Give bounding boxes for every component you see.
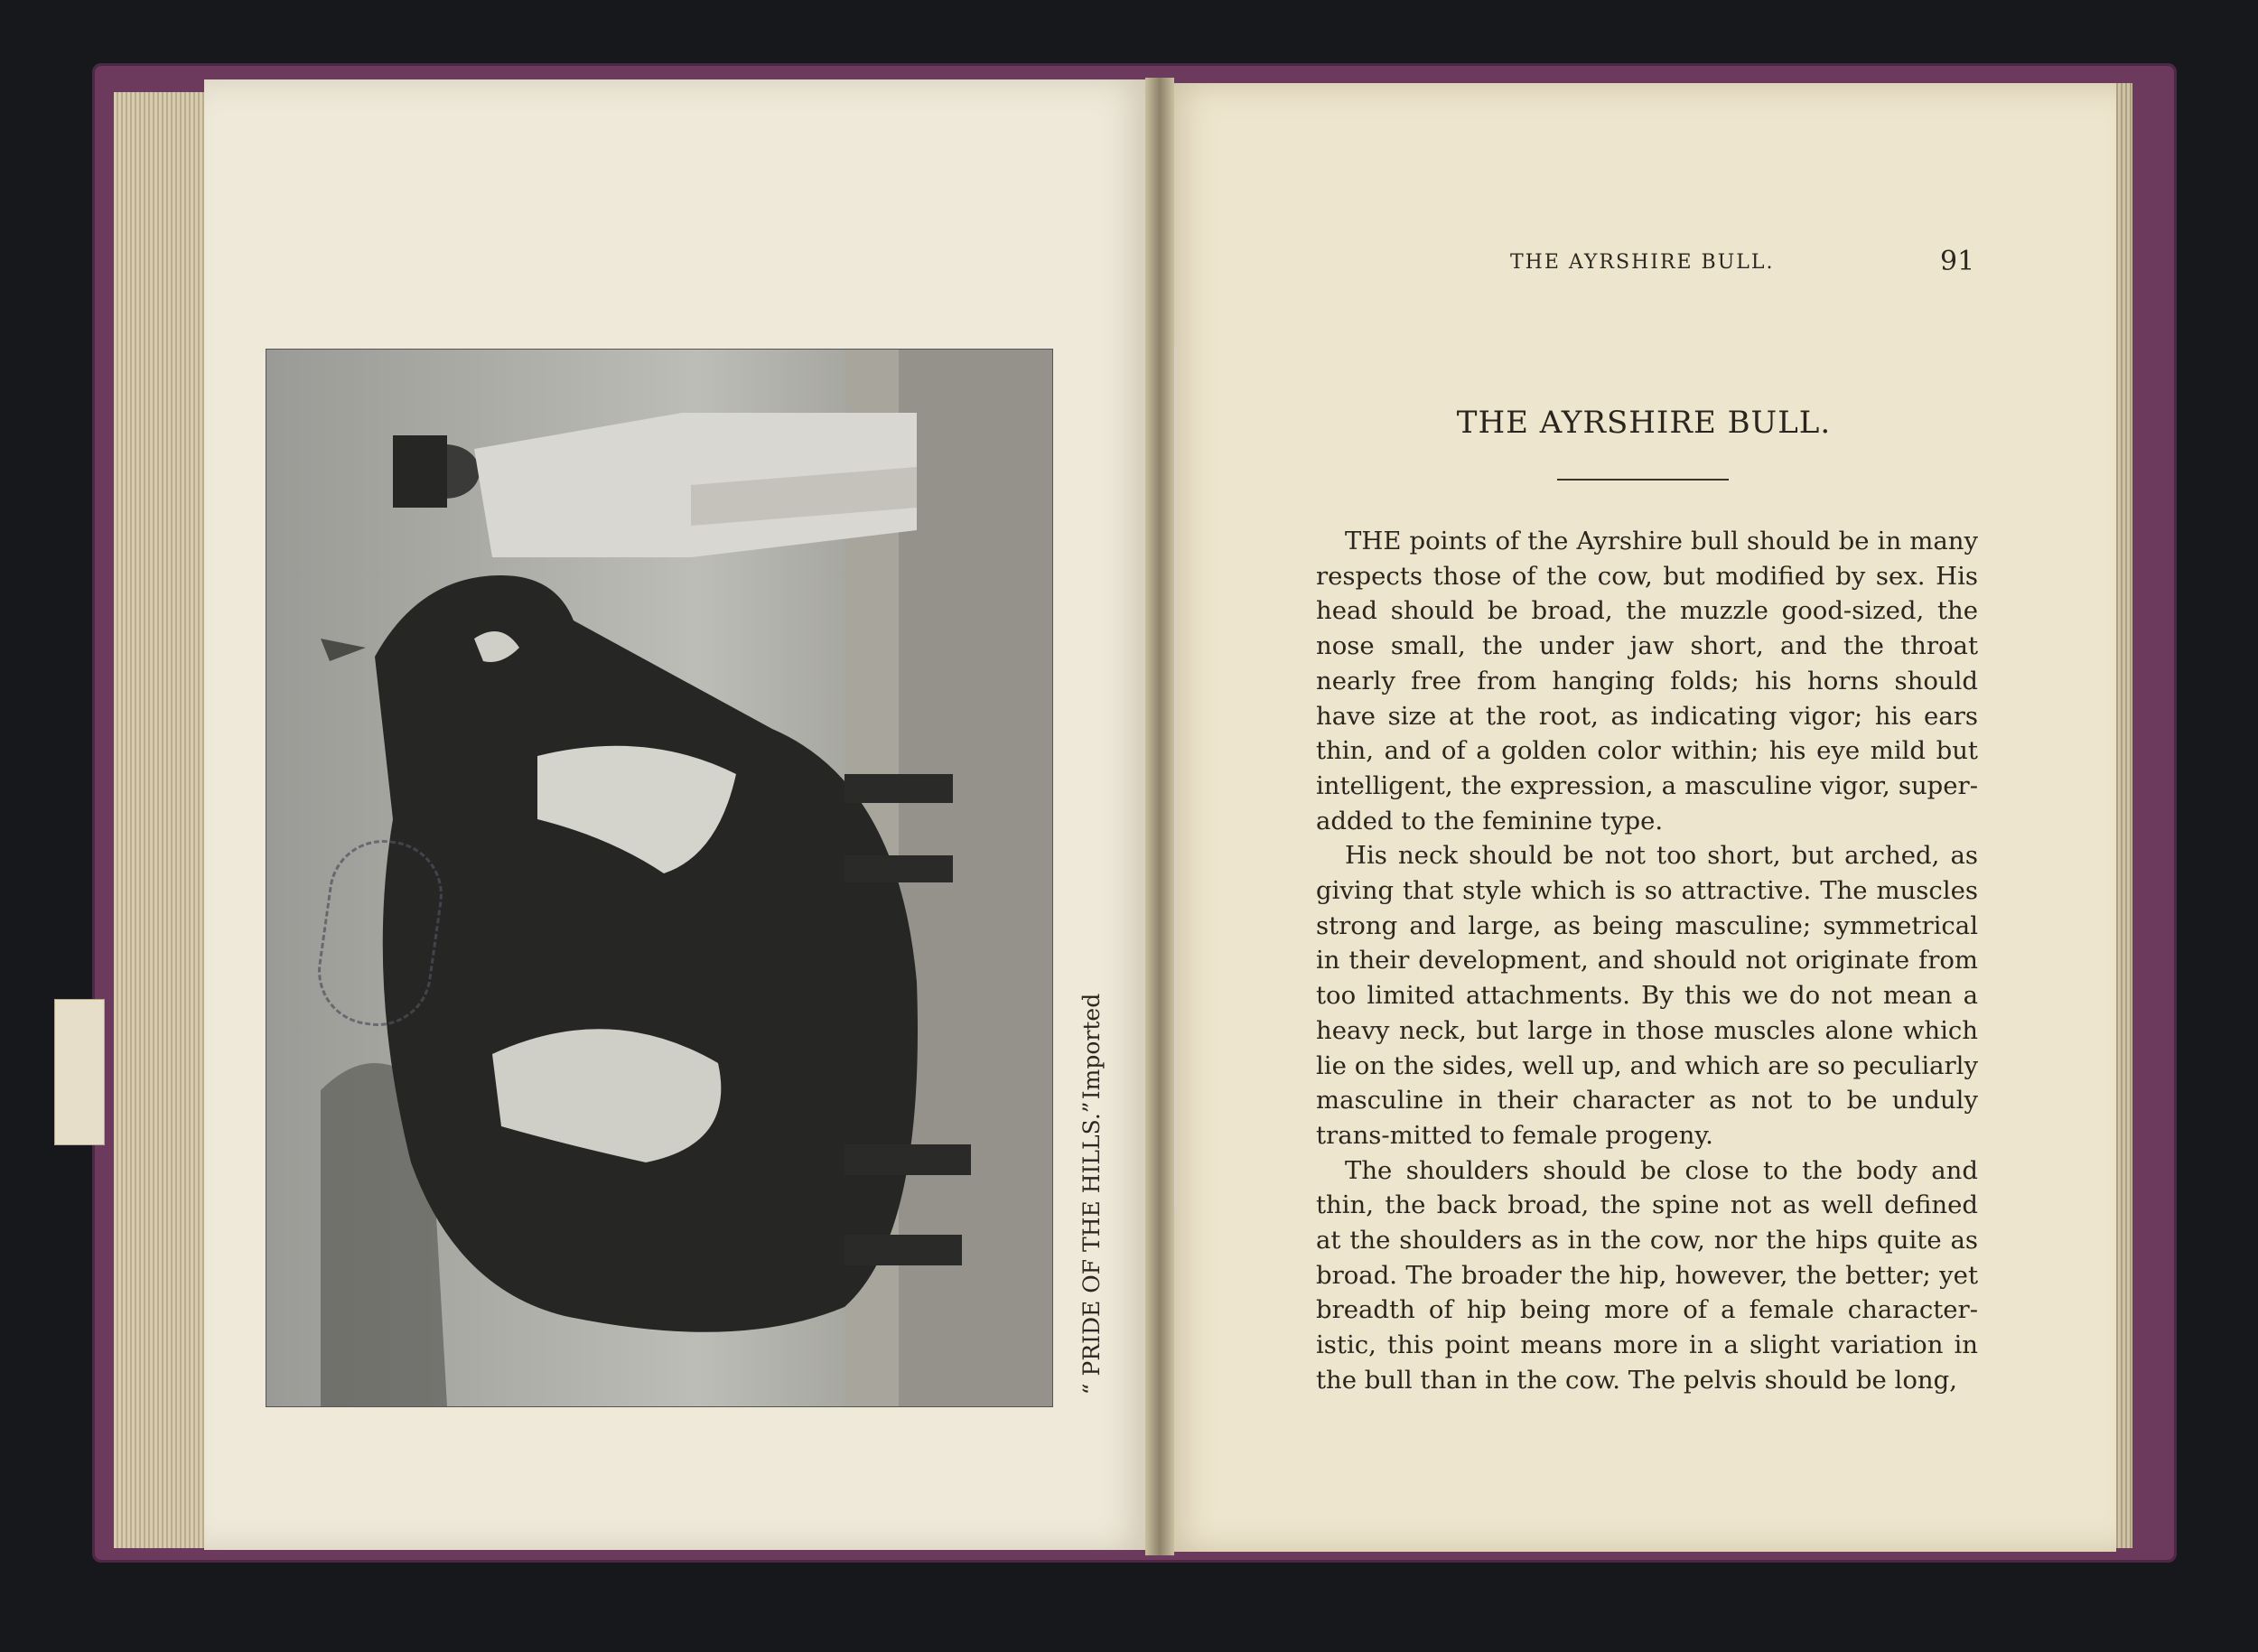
body-text (1316, 524, 1978, 1398)
title-rule (1557, 479, 1729, 481)
paragraph-3: The shoulders should be close to the body and thin, the back broad, the spine not as well defined at the shoulders as in the cow, nor the hips quite as broad. The broader the hip, however, the better; yet breadth of hip being more of a female character-istic, this point means more in a slight variation in the bull than in the cow. The pelvis should be long, (1316, 1155, 1978, 1395)
caption-imported: Imported (1078, 994, 1105, 1100)
book-gutter (1145, 78, 1174, 1555)
plate-caption (1075, 994, 1109, 1395)
paragraph-2: His neck should be not too short, but arched, as giving that style which is so attractive. The muscles strong and large, as being masculine; symmetrical in their development, and should not originate from too limited attachments. By this we do not mean a heavy neck, but large in those muscles alone which lie on the sides, well up, and which are so peculiarly masculine in their character as not to be unduly trans-mitted to female progeny. (1316, 841, 1978, 1150)
caption-title: “ PRIDE OF THE HILLS.” (1078, 1101, 1105, 1395)
chapter-title: THE AYRSHIRE BULL. (1456, 405, 1832, 441)
paragraph-1-text: points of the Ayrshire bull should be in many respects those of the cow, but modified by sex. His head should be broad, the muzzle good-sized, the nose small, the under jaw short, and the throat nearly free from hanging folds; his horns should have size at the root, as indicating vigor; his ears thin, and of a golden color within; his eye mild but intelligent, the expression, a masculine vigor, super-added to the feminine type. (1316, 527, 1978, 835)
running-head: THE AYRSHIRE BULL. (1510, 251, 1775, 274)
binding-thread (1174, 343, 1195, 1210)
paragraph-1 (1316, 524, 1978, 838)
paper-tab (54, 999, 105, 1145)
small-caps-opening: THE (1345, 527, 1402, 555)
page-number: 91 (1940, 246, 1975, 277)
